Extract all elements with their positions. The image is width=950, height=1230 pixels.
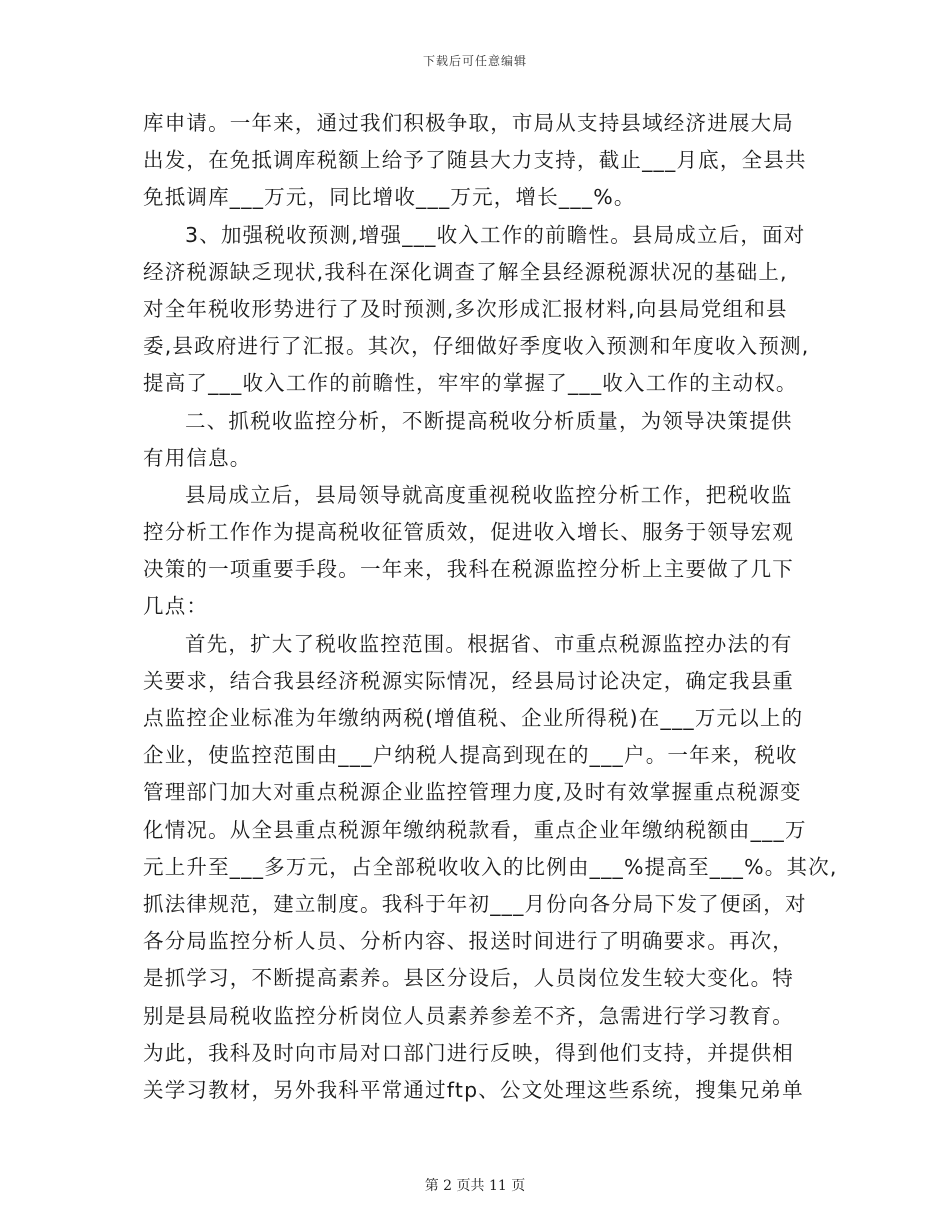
text-line: 化情况。从全县重点税源年缴纳税款看，重点企业年缴纳税额由___万 xyxy=(143,817,807,842)
text-line: 企业，使监控范围由___户纳税人提高到现在的___户。一年来，税收 xyxy=(143,743,798,768)
text-line: 委,县政府进行了汇报。其次，仔细做好季度收入预测和年度收入预测, xyxy=(143,334,810,359)
text-line: 关学习教材，另外我科平常通过ftp、公文处理这些系统，搜集兄弟单 xyxy=(143,1077,804,1102)
text-line: 决策的一项重要手段。一年来，我科在税源监控分析上主要做了几下 xyxy=(143,557,794,582)
text-line: 县局成立后，县局领导就高度重视税收监控分析工作，把税收监 xyxy=(185,482,793,507)
page-header: 下载后可任意编辑 xyxy=(422,54,527,68)
page-footer: 第 2 页共 11 页 xyxy=(424,1178,526,1194)
text-line: 为此，我科及时向市局对口部门进行反映，得到他们支持，并提供相 xyxy=(143,1040,794,1065)
text-line: 库申请。一年来，通过我们积极争取，市局从支持县域经济进展大局 xyxy=(143,111,794,135)
text-line: 对全年税收形势进行了及时预测,多次形成汇报材料,向县局党组和县 xyxy=(143,296,788,321)
text-line: 控分析工作作为提高税收征管质效，促进收入增长、服务于领导宏观 xyxy=(143,520,794,545)
text-line: 是抓学习，不断提高素养。县区分设后，人员岗位发生较大变化。特 xyxy=(143,966,794,991)
text-line: 免抵调库___万元，同比增收___万元，增长___%。 xyxy=(143,185,636,210)
text-line: 出发，在免抵调库税额上给予了随县大力支持，截止___月底，全县共 xyxy=(143,148,807,173)
document-body xyxy=(143,105,838,1109)
text-line: 经济税源缺乏现状,我科在深化调查了解全县经源税源状况的基础上, xyxy=(143,259,788,284)
text-line: 3、加强税收预测,增强___收入工作的前瞻性。县局成立后，面对 xyxy=(185,222,806,247)
text-line: 元上升至___多万元，占全部税收收入的比例由___%提高至___%。其次, xyxy=(143,854,838,879)
text-line: 几点： xyxy=(143,594,209,619)
text-line: 点监控企业标准为年缴纳两税(增值税、企业所得税)在___万元以上的 xyxy=(143,706,804,730)
text-line: 关要求，结合我县经济税源实际情况，经县局讨论决定，确定我县重 xyxy=(143,668,794,693)
text-line: 别是县局税收监控分析岗位人员素养参差不齐，急需进行学习教育。 xyxy=(143,1003,794,1028)
text-line: 首先，扩大了税收监控范围。根据省、市重点税源监控办法的有 xyxy=(185,631,793,656)
text-line: 二、抓税收监控分析，不断提高税收分析质量，为领导决策提供 xyxy=(185,408,793,433)
text-line: 管理部门加大对重点税源企业监控管理力度,及时有效掌握重点税源变 xyxy=(143,780,802,805)
text-line: 抓法律规范，建立制度。我科于年初___月份向各分局下发了便函，对 xyxy=(143,891,807,916)
text-line: 提高了___收入工作的前瞻性，牢牢的掌握了___收入工作的主动权。 xyxy=(143,371,798,396)
text-line: 各分局监控分析人员、分析内容、报送时间进行了明确要求。再次， xyxy=(143,929,794,954)
text-line: 有用信息。 xyxy=(143,445,252,470)
